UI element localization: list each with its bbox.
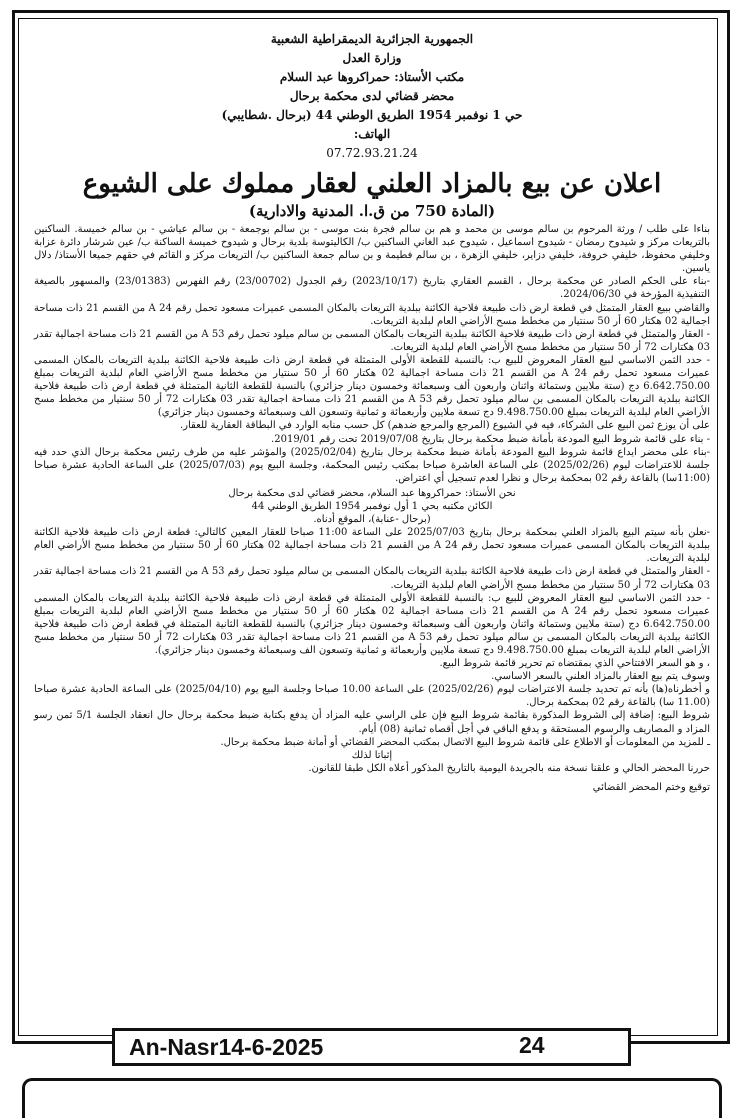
signatory-line: (برحال -عنابة)، الموقع أدناه. — [313, 514, 431, 526]
publication-date: An-Nasr14-6-2025 — [129, 1034, 324, 1060]
signatory-line: الكائن مكتبه بحي 1 أول نوفمبر 1954 الطريق الوطني 44 — [251, 500, 493, 512]
office-name: مكتب الأستاذ: حمراكروها عبد السلام — [279, 70, 465, 84]
page-number: 24 — [519, 1032, 545, 1058]
paragraph: على أن يوزع ثمن البيع على الشركاء، فيه في الشيوع (المرجع والمرجع ضدهم) كل حسب منابه الوارد في البطاقة العقارية للعقار. — [180, 420, 710, 432]
paragraph: والقاضي ببيع العقار المتمثل في قطعة ارض ذات طبيعة فلاحية الكائنة ببلدية التريعات بالمكان المسمى عميرات مسعود تحمل رقم 24 A من القسم 21 ذات مساحة اجمالية 02 هكتار 60 أر 50 سنتيار من مخطط مسح الأراضي العام لبلدية التريعات. — [34, 302, 710, 327]
paragraph: و أخطرناه(ها) بأنه تم تحديد جلسة الاعتراضات ليوم (2025/02/26) على الساعة 10.00 صباحا وجلسة البيع يوم (2025/04/10) على الساعة الحادية عشرة صباحا (11.00 سا) بالقاعة رقم 02 بمحكمة برحال. — [34, 684, 711, 709]
paragraph: - العقار والمتمثل في قطعة ارض ذات طبيعة فلاحية الكائنة ببلدية التريعات بالمكان المسمى بن سالم ميلود تحمل رقم 53 A من القسم 21 ذات مساحة اجمالية تقدر 03 هكتارات 72 أر 50 سنتيار من مخطط مسح الأراضي العام لبلدية التريعات. — [34, 328, 710, 353]
paragraph: -نعلن بأنه سيتم البيع بالمزاد العلني بمحكمة برحال بتاريخ 2025/07/03 على الساعة 11:00 صباحا للعقار المعين كالتالي: قطعة ارض ذات طبيعة فلاحية الكائنة ببلدية التريعات بالمكان المسمى عميرات مسعود تحمل رقم 24 A من القسم 21 ذات مساحة اجمالية 02 هكتار 60 أر 50 سنتيار من مخطط مسح الأراضي العام لبلدية التريعات. — [34, 527, 710, 565]
ministry-name: وزارة العدل — [342, 51, 402, 65]
phone-label: الهاتف: — [353, 127, 391, 141]
next-notice-border — [22, 1078, 722, 1118]
office-address: حي 1 نوفمبر 1954 الطريق الوطني 44 (برحال .شطايبي) — [221, 108, 523, 122]
notice-body — [34, 223, 710, 794]
paragraph: ـ للمزيد من المعلومات أو الاطلاع على قائمة شروط البيع الاتصال بمكتب المحضر القضائي أو أمانة ضبط محكمة برحال. — [220, 736, 710, 748]
proof-line: إثباتا لذلك — [351, 749, 393, 761]
paragraph: - العقار والمتمثل في قطعة ارض ذات طبيعة فلاحية الكائنة ببلدية التريعات بالمكان المسمى بن سالم ميلود تحمل رقم 53 A من القسم 21 ذات مساحة اجمالية تقدر 03 هكتارات 72 أر 50 سنتيار من مخطط مسح الأراضي العام لبلدية التريعات. — [34, 566, 710, 591]
signature-line: توقيع وختم المحضر القضائي — [592, 781, 710, 793]
paragraph: - بناء على قائمة شروط البيع المودعة بأمانة ضبط محكمة برحال بتاريخ 2019/07/08 تحت رقم 2019/01. — [271, 433, 710, 445]
notice-content — [34, 30, 710, 794]
paragraph: -بناء على الحكم الصادر عن محكمة برحال ، القسم العقاري بتاريخ (2023/10/17) رقم الجدول (23/00702) رقم الفهرس (23/01383) والمسهور بالصيغة التنفيذية المؤرخة في 2024/06/30. — [34, 276, 710, 301]
paragraph: -بناء على محضر ايداع قائمة شروط البيع المودعة بأمانة ضبط محكمة برحال بتاريخ (2025/02/04) والمؤشر عليه من طرف رئيس محكمة برحال الذي حدد فيه جلسة للاعتراضات ليوم (2025/02/26) على الساعة العاشرة صباحا بمكتب رئيس المحكمة، وجلسة البيع يوم (2025/07/03) على الساعة الحادية عشرة صباحا (11:00سا) بالقاعة رقم 02 بمحكمة برحال و نظرا لعدم تسجيل أي اعتراض. — [34, 446, 710, 484]
signatory-line: نحن الأستاذ: حمراكروها عبد السلام، محضر قضائي لدى محكمة برحال — [228, 487, 516, 499]
closing-statement: حررنا المحضر الحالي و علقنا نسخة منه بالجريدة اليومية بالتاريخ المذكور أعلاه الكل طبقا للقانون. — [308, 762, 710, 774]
paragraph: وسوف يتم بيع العقار بالمزاد العلني بالسعر الاساسي. — [491, 671, 710, 683]
republic-name: الجمهورية الجزائرية الديمقراطية الشعبية — [270, 32, 474, 46]
letterhead — [34, 30, 710, 163]
paragraph: - حدد الثمن الاساسي لبيع العقار المعروض للبيع ب: بالنسبة للقطعة الأولى المتمثلة في قطعة ارض ذات طبيعة فلاحية الكائنة ببلدية التريعات بالمكان المسمى عميرات مسعود تحمل رقم 24 A من القسم 21 ذات مساحة اجمالية 02 هكتار 60 أر 50 سنتيار من مخطط مسح الأراضي العام لبلدية التريعات بمبلغ 6.642.750.00 دج (ستة ملايين وستمائة واثنان واربعون ألف وسبعمائة وخمسون دينار جزائري) بالنسبة للقطعة الثانية المتمثلة في قطعة ارض ذات طبيعة فلاحية الكائنة ببلدية التريعات بالمكان المسمى بن سالم ميلود تحمل رقم 53 A من القسم 21 ذات مساحة اجمالية تقدر 03 هكتارات 72 أر 50 سنتيار من مخطط مسح الأراضي العام لبلدية التريعات بمبلغ 9.498.750.00 دج تسعة ملايين وأربعمائة و ثمانية وتسعون الف وسبعمائة وخمسون دينار جزائري). — [34, 592, 711, 656]
phone-line — [34, 125, 710, 163]
bailiff-title: محضر قضائي لدى محكمة برحال — [289, 89, 455, 103]
paragraph: بناءا على طلب / ورثة المرحوم بن سالم موسى بن محمد و هم بن سالم فجرة بنت موسى - بن سالم بوجمعة - بن سالم عياشي - بن سالم خميسة. الساكنين بالتريعات مركز و شيدوح رمضان - شيدوح اسماعيل ، شيدوح عبد الغاني الساكنين ب/ الكاليتوسة بلدية برحال و شيدوح خميسة الساكنة ب/ عين شرشار دائرة عزابة وخليفي محفوظ، خليفي خروفة، خليفي دزاير، خليفي الزهرة ، بن سالم فطيمة و بن سالم جمعة الساكنين ب/ التريعات مركز و القائم في حقهم جميعا الأستاذ/ دلال ياسين. — [34, 224, 710, 275]
paragraph: - حدد الثمن الاساسي لبيع العقار المعروض للبيع ب: بالنسبة للقطعة الأولى المتمثلة في قطعة ارض ذات طبيعة فلاحية الكائنة ببلدية التريعات بالمكان المسمى عميرات مسعود تحمل رقم 24 A من القسم 21 ذات مساحة اجمالية 02 هكتار 60 أر 50 سنتيار من مخطط مسح الأراضي العام لبلدية التريعات بمبلغ 6.642.750.00 دج (ستة ملايين وستمائة واثنان واربعون ألف وسبعمائة وخمسون دينار جزائري) بالنسبة للقطعة الثانية المتمثلة في قطعة ارض ذات طبيعة فلاحية الكائنة ببلدية التريعات بالمكان المسمى بن سالم ميلود تحمل رقم 53 A من القسم 21 ذات مساحة اجمالية تقدر 03 هكتارات 72 أر 50 سنتيار من مخطط مسح الأراضي العام لبلدية التريعات بمبلغ 9.498.750.00 دج تسعة ملايين وأربعمائة و ثمانية وتسعون الف وسبعمائة وخمسون دينار جزائري) — [34, 354, 711, 419]
paragraph: ، و هو السعر الافتتاحي الذي بمقتضاه تم تحرير قائمة شروط البيع. — [439, 658, 710, 670]
paragraph: شروط البيع: إضافة إلى الشروط المذكورة بقائمة شروط البيع فإن على الراسي عليه المزاد أن يدفع بكتابة ضبط محكمة برحال حال انعقاد الجلسة 5/1 ثمن رسو المزاد و المصاريف والرسوم المستحقة و يدفع الباقي في أجل أقصاه ثمانية (08) أيام. — [34, 710, 710, 735]
signatory-block — [34, 487, 710, 526]
phone-number: 07.72.93.21.24 — [326, 146, 418, 160]
footer-bar — [112, 1028, 631, 1066]
notice-subtitle: (المادة 750 من ق.ا. المدنية والادارية) — [248, 202, 496, 220]
notice-title: اعلان عن بيع بالمزاد العلني لعقار مملوك على الشيوع — [82, 169, 662, 199]
